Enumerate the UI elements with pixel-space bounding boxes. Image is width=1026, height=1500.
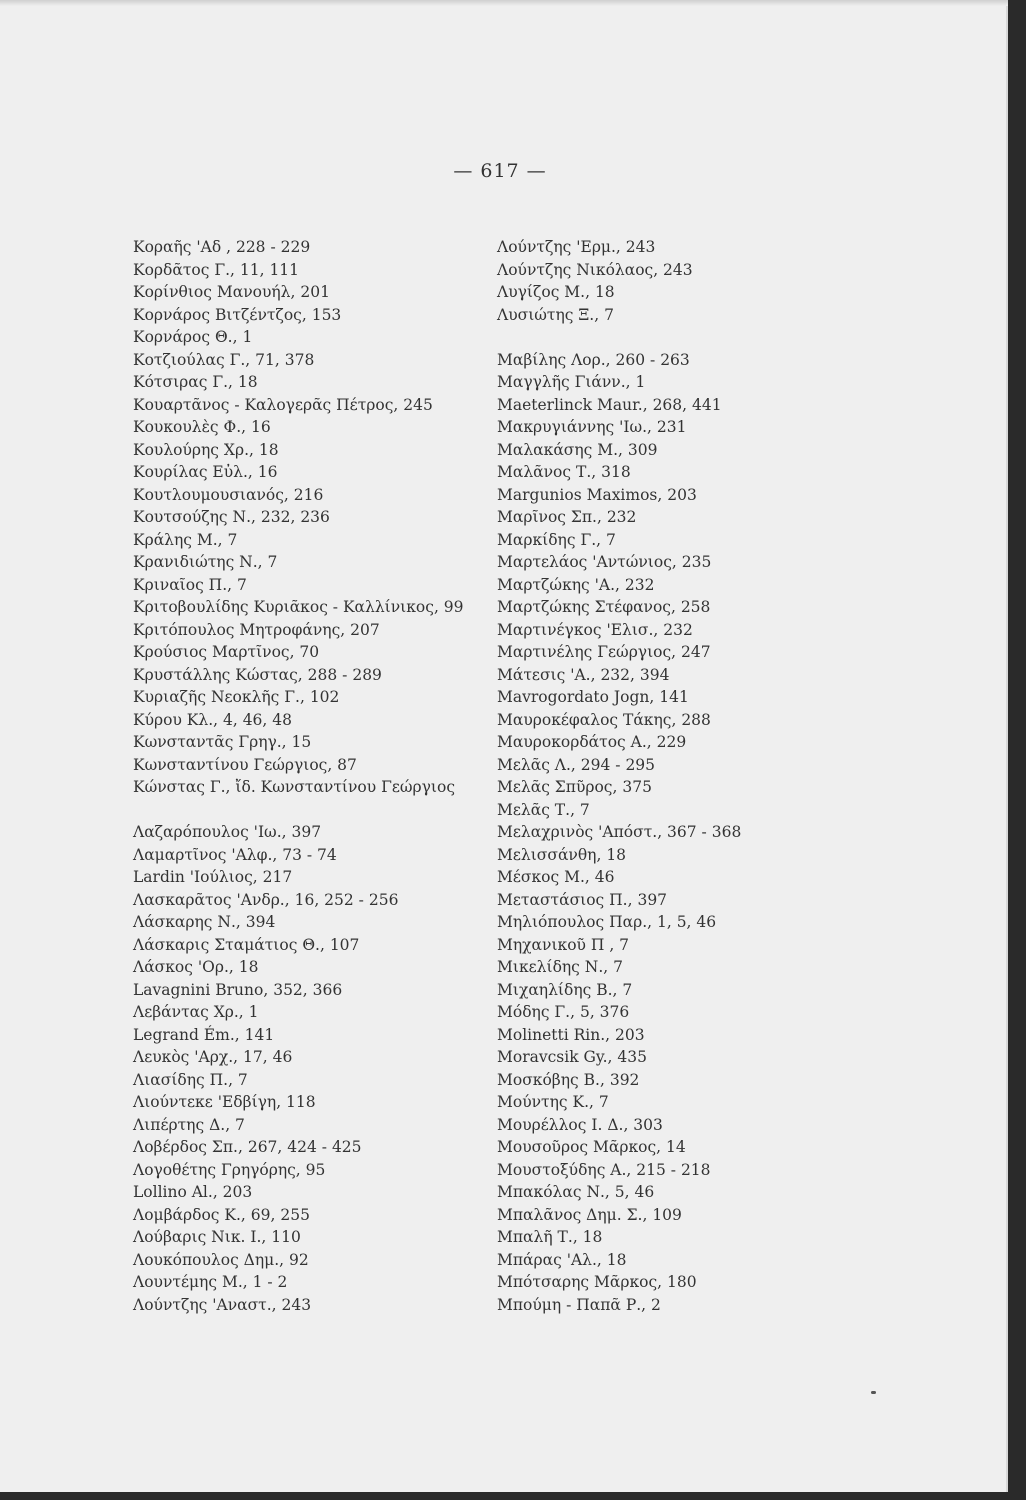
index-entry: Κορίνθιος Μανουήλ, 201	[133, 283, 330, 301]
index-entry: Moravcsik Gy., 435	[497, 1048, 647, 1066]
index-entry: Κριτόπουλος Μητροφάνης, 207	[133, 620, 380, 639]
index-entry: Λούντζης 'Αναστ., 243	[133, 1295, 312, 1314]
index-entry: Μπότσαρης Μᾶρκος, 180	[497, 1273, 697, 1291]
index-entry: Margunios Maximos, 203	[497, 485, 697, 504]
index-entry: Λοβέρδος Σπ., 267, 424 - 425	[133, 1138, 362, 1156]
index-entry: Κυριαζῆς Νεοκλῆς Γ., 102	[133, 688, 340, 706]
index-group-l-continued	[497, 236, 877, 326]
page-top-edge	[0, 0, 1008, 6]
index-entry: Μαρτζώκης Στέφανος, 258	[497, 598, 711, 616]
group-separator	[133, 799, 493, 822]
index-entry: Μουστοξύδης Α., 215 - 218	[497, 1160, 711, 1179]
index-entry: Μπαλῆ Τ., 18	[497, 1228, 603, 1246]
index-entry: Μιχαηλίδης Β., 7	[497, 980, 633, 999]
index-entry: Μηλιόπουλος Παρ., 1, 5, 46	[497, 913, 717, 931]
index-entry: Κουκουλὲς Φ., 16	[133, 418, 271, 436]
index-entry: Λουκόπουλος Δημ., 92	[133, 1250, 309, 1269]
index-entry: Μαρτελάος 'Αντώνιος, 235	[497, 553, 712, 571]
index-entry: Κύρου Κλ., 4, 46, 48	[133, 710, 292, 729]
index-entry: Μαρτζώκης 'Α., 232	[497, 575, 655, 594]
index-entry: Λάσκαρις Σταμάτιος Θ., 107	[133, 935, 360, 954]
index-entry: Λούβαρις Νικ. Ι., 110	[133, 1228, 301, 1246]
index-entry: Μουρέλλος Ι. Δ., 303	[497, 1115, 663, 1134]
group-separator	[497, 326, 877, 349]
index-entry: Λάσκαρης Ν., 394	[133, 913, 276, 931]
index-group-k	[133, 236, 493, 799]
index-entry: Μακρυγιάννης 'Ιω., 231	[497, 418, 687, 436]
index-entry: Κριτοβουλίδης Κυριᾶκος - Καλλίνικος, 99	[133, 598, 464, 616]
index-entry: Μόδης Γ., 5, 376	[497, 1003, 630, 1021]
index-entry: Μαλᾶνος Τ., 318	[497, 463, 631, 481]
index-entry: Λιπέρτης Δ., 7	[133, 1115, 245, 1134]
index-group-l	[133, 821, 493, 1316]
index-entry: Μαβίλης Λορ., 260 - 263	[497, 350, 690, 369]
index-entry: Μπαλᾶνος Δημ. Σ., 109	[497, 1205, 682, 1224]
index-entry: Κότσιρας Γ., 18	[133, 373, 258, 391]
index-entry: Λουντέμης Μ., 1 - 2	[133, 1273, 288, 1291]
index-entry: Κρανιδιώτης Ν., 7	[133, 553, 278, 571]
index-entry: Λογοθέτης Γρηγόρης, 95	[133, 1160, 326, 1179]
index-entry: Μπάρας 'Αλ., 18	[497, 1250, 627, 1269]
index-entry: Μαρκίδης Γ., 7	[497, 530, 616, 549]
index-entry: Κορνάρος Βιτζέντζος, 153	[133, 305, 342, 324]
index-entry: Μπούμη - Παπᾶ Ρ., 2	[497, 1295, 661, 1314]
index-entry: Μοσκόβης Β., 392	[497, 1070, 640, 1089]
index-entry: Μελᾶς Λ., 294 - 295	[497, 755, 656, 774]
page-number: — 617 —	[453, 160, 547, 182]
index-entry: Λάσκος 'Ορ., 18	[133, 958, 259, 976]
index-entry: Λεβάντας Χρ., 1	[133, 1003, 259, 1021]
index-entry: Lardin 'Ιούλιος, 217	[133, 868, 293, 886]
index-entry: Μαλακάσης Μ., 309	[497, 440, 658, 459]
index-entry: Μελᾶς Τ., 7	[497, 800, 590, 819]
index-entry: Μπακόλας Ν., 5, 46	[497, 1183, 655, 1201]
index-entry: Κωνσταντίνου Γεώργιος, 87	[133, 755, 357, 774]
index-entry: Molinetti Rin., 203	[497, 1025, 645, 1044]
index-entry: Μεταστάσιος Π., 397	[497, 890, 668, 909]
index-entry: Μαυροκέφαλος Τάκης, 288	[497, 710, 711, 729]
index-entry: Μαγγλῆς Γιάνν., 1	[497, 373, 646, 391]
index-entry: Λαμαρτῖνος 'Αλφ., 73 - 74	[133, 845, 337, 864]
index-entry: Κουλούρης Χρ., 18	[133, 440, 279, 459]
index-entry: Μελαχρινὸς 'Απόστ., 367 - 368	[497, 823, 742, 841]
index-entry: Lollino Al., 203	[133, 1183, 253, 1201]
index-entry: Κρούσιος Μαρτῖνος, 70	[133, 643, 320, 661]
index-entry: Κριναῖος Π., 7	[133, 575, 247, 594]
ink-speck	[871, 1391, 876, 1394]
index-entry: Μαρῖνος Σπ., 232	[497, 508, 637, 526]
right-column	[497, 236, 877, 1316]
index-entry: Κουαρτᾶνος - Καλογερᾶς Πέτρος, 245	[133, 395, 433, 414]
index-entry: Μούντης Κ., 7	[497, 1093, 609, 1111]
index-group-m	[497, 349, 877, 1317]
index-entry: Κορδᾶτος Γ., 11, 111	[133, 260, 300, 279]
index-entry: Κουτσούζης Ν., 232, 236	[133, 508, 330, 526]
index-entry: Μαρτινέγκος 'Ελισ., 232	[497, 620, 693, 639]
index-entry: Κορνάρος Θ., 1	[133, 328, 253, 346]
index-entry: Mavrogordato Jogn, 141	[497, 688, 689, 706]
left-column	[133, 236, 493, 1316]
index-entry: Lavagnini Bruno, 352, 366	[133, 980, 343, 999]
index-entry: Λομβάρδος Κ., 69, 255	[133, 1205, 310, 1224]
index-entry: Κώνστας Γ., ἴδ. Κωνσταντίνου Γεώργιος	[133, 778, 456, 796]
index-entry: Μαρτινέλης Γεώργιος, 247	[497, 643, 711, 661]
index-entry: Λασκαρᾶτος 'Ανδρ., 16, 252 - 256	[133, 890, 399, 909]
index-entry: Κράλης Μ., 7	[133, 530, 238, 549]
index-entry: Λιασίδης Π., 7	[133, 1070, 248, 1089]
index-entry: Μελᾶς Σπῦρος, 375	[497, 778, 652, 796]
index-entry: Κουρίλας Εὐλ., 16	[133, 463, 278, 481]
index-entry: Λούντζης 'Ερμ., 243	[497, 238, 656, 256]
index-entry: Μάτεσις 'Α., 232, 394	[497, 665, 670, 684]
index-entry: Λυγίζος Μ., 18	[497, 283, 615, 301]
index-entry: Κοραῆς 'Αδ , 228 - 229	[133, 238, 311, 256]
index-entry: Κωνσταντᾶς Γρηγ., 15	[133, 733, 312, 751]
index-entry: Λυσιώτης Ξ., 7	[497, 305, 614, 324]
index-entry: Μικελίδης Ν., 7	[497, 958, 623, 976]
index-entry: Μαυροκορδάτος Α., 229	[497, 733, 687, 751]
index-entry: Maeterlinck Maur., 268, 441	[497, 395, 722, 414]
index-entry: Μέσκος Μ., 46	[497, 868, 615, 886]
index-entry: Μελισσάνθη, 18	[497, 845, 627, 864]
index-entry: Λαζαρόπουλος 'Ιω., 397	[133, 823, 322, 841]
index-entry: Κοτζιούλας Γ., 71, 378	[133, 350, 315, 369]
index-entry: Λούντζης Νικόλαος, 243	[497, 260, 693, 279]
index-entry: Κουτλουμουσιανός, 216	[133, 485, 324, 504]
index-entry: Κρυστάλλης Κώστας, 288 - 289	[133, 665, 382, 684]
index-entry: Legrand Ém., 141	[133, 1025, 275, 1044]
index-entry: Λευκὸς 'Αρχ., 17, 46	[133, 1048, 293, 1066]
index-entry: Λιούντεκε 'Εδβίγη, 118	[133, 1093, 316, 1111]
index-entry: Μουσοῦρος Μᾶρκος, 14	[497, 1138, 686, 1156]
index-entry: Μηχανικοῦ Π , 7	[497, 935, 630, 954]
